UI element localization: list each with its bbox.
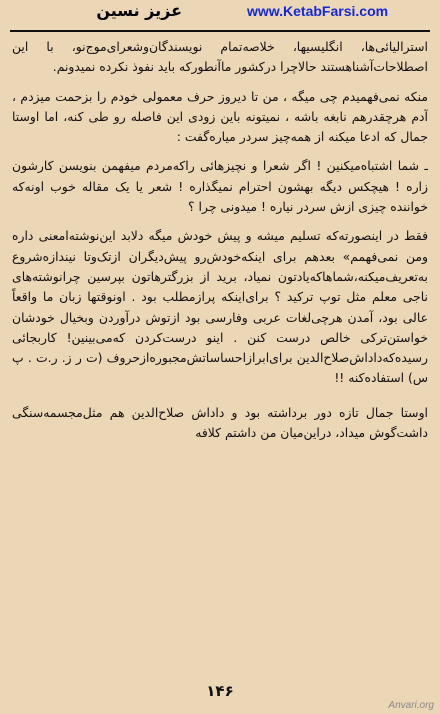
header-rule: [10, 30, 430, 32]
paragraph-3: ـ شما اشتباه‌میکنین ! اگر شعرا و نچیزهائی راکه‌مردم میفهمن بنویسن کارشون زاره ! هیچکس دیگه بهشون احترام نمیگذاره ! شعر یا یک مقاله خوب اونه‌که خواننده چیزی ازش سردر نیاره ! میدونی چرا ؟: [12, 158, 428, 215]
author-name: عزیز نسین: [96, 1, 182, 20]
site-url[interactable]: www.KetabFarsi.com: [247, 3, 389, 19]
page-body: [12, 37, 428, 667]
watermark: Anvari.org: [388, 700, 434, 711]
paragraph-2: منکه نمی‌فهمیدم چی میگه ، من تا دیروز حرف معمولی خودم را بزحمت میزدم ، آدم هرچقدرهم نابغه باشه ، نمیتونه باین زودی این فاصله رو طی کنه، اما اوستا جمال که ادعا میکنه از همه‌چیز سردر میاره‌گفت :: [12, 88, 428, 145]
paragraph-4: فقط در اینصورته‌که تسلیم میشه و پیش خودش میگه دلابد این‌نوشته‌امعنی داره ومن نمی‌فهمم» بعدهم برای اینکه‌خودش‌رو پیش‌دیگران ازتک‌وتا نیندازه‌شروع به‌تعریف‌میکنه،شماهاکه‌یادتون نمیاد، برید از بزرگترهاتون بپرسین چرانوشته‌های ناجی معلم مثل توپ ترکید ؟ برای‌اینکه پرازمطلب بود . اونوقتها زبان ما واقعاً عالی بود، آمدن هرچی‌لغات عربی وفارسی بود ازتوش درآوردن وبخیال خودشان خواستن‌ترکی خالص درست کنن . اینو درست‌کردن که‌می‌بینین! کاربجائی رسیده‌که‌داداش‌صلاح‌الدین برای‌ابرازاحساساتش‌مجبوره‌ازحروف (ت ر ز. ر.ت . پ س) استفاده‌کنه !!: [12, 228, 428, 386]
page-header: [0, 0, 440, 34]
page-number: ۱۴۶: [206, 682, 234, 700]
paragraph-5: اوستا جمال تازه دور برداشته بود و داداش صلاح‌الدین هم مثل‌مجسمه‌سنگی داشت‌گوش میداد، دراین‌میان من داشتم کلافه: [12, 404, 428, 441]
paragraph-1: استرالیائی‌ها، انگلیسیها، خلاصه‌تمام نویسندگان‌وشعرای‌موج‌نو، با این اصطلاحات‌آشناهستند حالاچرا درکشور ماآنطورکه باید نفوذ نکرده نمیدونم.: [12, 39, 428, 75]
